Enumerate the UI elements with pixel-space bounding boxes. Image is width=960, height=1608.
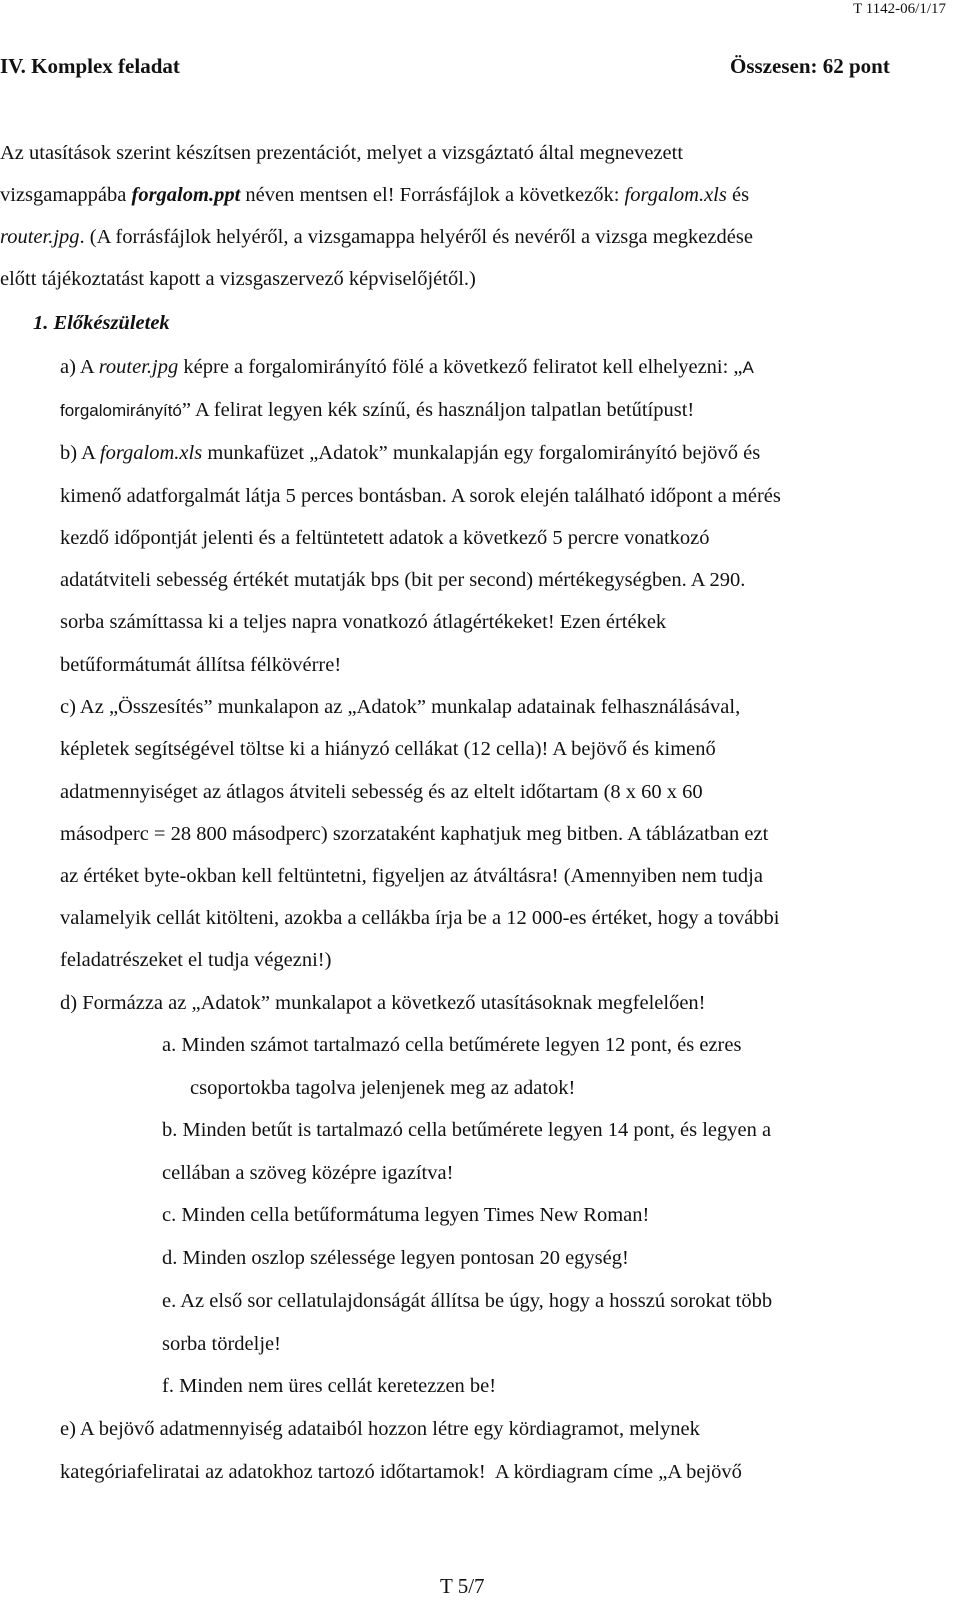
task-c-line-6: valamelyik cellát kitölteni, azokba a cellákba írja be a 12 000-es értéket, hogy a további [60,907,780,929]
task-d-item-a: a. Minden számot tartalmazó cella betűmérete legyen 12 pont, és ezres [162,1034,742,1056]
task-b-line-3: kezdő időpontját jelenti és a feltüntetett adatok a következő 5 percre vonatkozó [60,527,710,549]
task-e-line-2: kategóriafeliratai az adatokhoz tartozó időtartamok! A kördiagram címe „A bejövő [60,1461,742,1483]
task-c-line-1: c) Az „Összesítés” munkalapon az „Adatok” munkalap adatainak felhasználásával, [60,696,741,718]
task-d-item-a-cont: csoportokba tagolva jelenjenek meg az adatok! [190,1077,576,1099]
task-d-item-e: e. Az első sor cellatulajdonságát állítsa be úgy, hogy a hosszú sorokat több [162,1290,773,1312]
task-d-item-b: b. Minden betűt is tartalmazó cella betűmérete legyen 14 pont, és legyen a [162,1119,772,1141]
section-points: Összesen: 62 pont [730,54,890,78]
task-d-line-1: d) Formázza az „Adatok” munkalapot a következő utasításoknak megfelelően! [60,992,706,1014]
jpg-filename: router.jpg [0,226,80,248]
ppt-filename: forgalom.ppt [131,184,241,206]
intro-line-3: router.jpg. (A forrásfájlok helyéről, a vizsgamappa helyéről és nevéről a vizsga megkezdése [0,226,753,248]
intro-line-2: vizsgamappába forgalom.ppt néven mentsen el! Forrásfájlok a következők: forgalom.xls és [0,184,750,206]
task-c-line-2: képletek segítségével töltse ki a hiányzó cellákat (12 cella)! A bejövő és kimenő [60,738,716,760]
task-d-item-b-cont: cellában a szöveg középre igazítva! [162,1162,454,1184]
task-c-line-3: adatmennyiséget az átlagos átviteli sebesség és az eltelt időtartam (8 x 60 x 60 [60,781,703,803]
page-number: T 5/7 [440,1574,485,1598]
task-d-item-c: c. Minden cella betűformátuma legyen Times New Roman! [162,1204,650,1226]
task-c-line-4: másodperc = 28 800 másodperc) szorzataként kaphatjuk meg bitben. A táblázatban ezt [60,823,769,845]
task-e-line-1: e) A bejövő adatmennyiség adataiból hozzon létre egy kördiagramot, melynek [60,1418,700,1440]
sans-serif-sample: forgalomirányító [60,401,182,420]
document-id: T 1142-06/1/17 [853,1,946,17]
task-a-line-1: a) A router.jpg képre a forgalomirányító fölé a következő feliratot kell elhelyezni: „A [60,356,754,378]
task-b-line-4: adatátviteli sebesség értékét mutatják bps (bit per second) mértékegységben. A 290. [60,569,746,591]
task-d-item-f: f. Minden nem üres cellát keretezzen be! [162,1375,497,1397]
task-d-item-d: d. Minden oszlop szélessége legyen pontosan 20 egység! [162,1247,629,1269]
task-b-line-6: betűformátumát állítsa félkövérre! [60,654,342,676]
task-d-item-e-cont: sorba tördelje! [162,1333,281,1355]
task-c-line-7: feladatrészeket el tudja végezni!) [60,949,332,971]
task-b-line-5: sorba számíttassa ki a teljes napra vonatkozó átlagértékeket! Ezen értékek [60,611,667,633]
task-b-line-2: kimenő adatforgalmát látja 5 perces bontásban. A sorok elején található időpont a mérés [60,485,781,507]
task-a-line-2: forgalomirányító” A felirat legyen kék színű, és használjon talpatlan betűtípust! [60,399,695,421]
prep-heading: 1. Előkészületek [33,312,170,334]
xls-filename: forgalom.xls [624,184,727,206]
task-c-line-5: az értéket byte-okban kell feltüntetni, figyeljen az átváltásra! (Amennyiben nem tudja [60,865,763,887]
intro-line-1: Az utasítások szerint készítsen prezentációt, melyet a vizsgáztató által megnevezett [0,142,684,164]
task-b-line-1: b) A forgalom.xls munkafüzet „Adatok” munkalapján egy forgalomirányító bejövő és [60,442,761,464]
section-title: IV. Komplex feladat [0,54,180,78]
intro-line-4: előtt tájékoztatást kapott a vizsgaszervező képviselőjétől.) [0,268,476,290]
